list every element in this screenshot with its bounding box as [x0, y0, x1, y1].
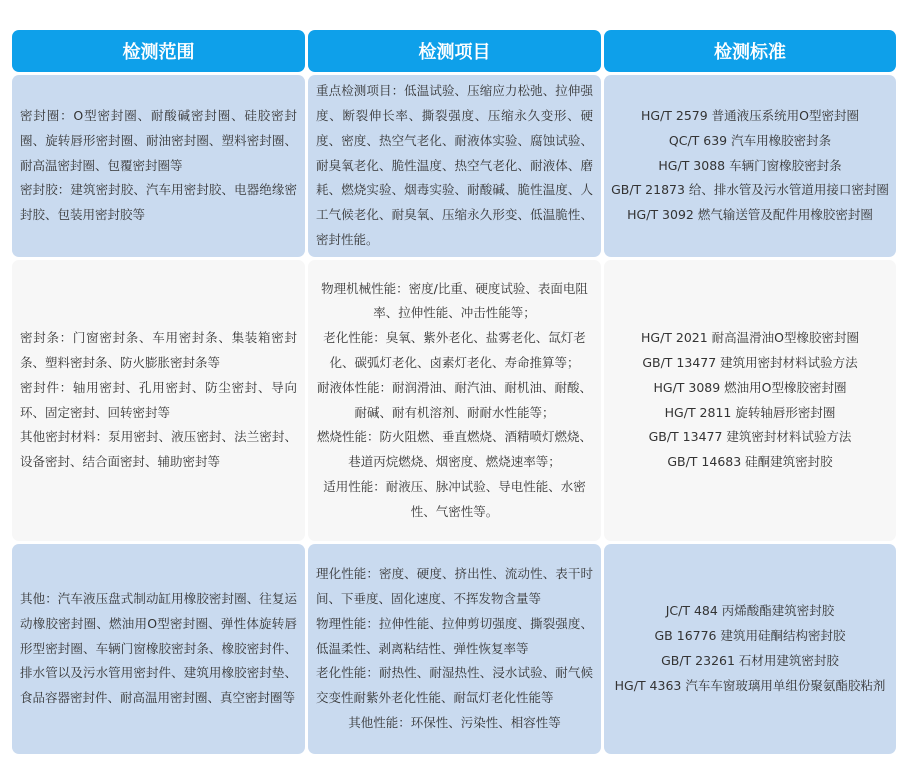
- standard-item: GB/T 23261 石材用建筑密封胶: [661, 653, 839, 668]
- row-2-scope-line: 密封件：轴用密封、孔用密封、防尘密封、导向环、固定密封、回转密封等: [20, 379, 297, 420]
- standard-item: HG/T 4363 汽车车窗玻璃用单组份聚氨酯胶粘剂: [614, 677, 886, 693]
- row-2-items-line: 耐液体性能：耐润滑油、耐汽油、耐机油、耐酸、耐碱、耐有机溶剂、耐耐水性能等；: [316, 379, 592, 420]
- row-2-items-line: 物理机械性能：密度/比重、硬度试验、表面电阻率、拉伸性能、冲击性能等；: [321, 280, 588, 321]
- header-standards: 检测标准: [604, 30, 896, 72]
- row-2-scope-line: 其他密封材料：泵用密封、液压密封、法兰密封、设备密封、结合面密封、辅助密封等: [20, 429, 297, 470]
- standard-item: GB/T 14683 硅酮建筑密封胶: [667, 454, 833, 470]
- standard-item: HG/T 3088 车辆门窗橡胶密封条: [658, 157, 842, 173]
- row-1-items-line: 重点检测项目：低温试验、压缩应力松弛、拉伸强度、断裂伸长率、撕裂强度、压缩永久变形、硬度、密度、热空气老化、耐液体实验、腐蚀试验、耐臭氧老化、脆性温度、热空气老化、耐液体、磨耗、燃烧实验、烟毒实验、耐酸碱、脆性温度、人工气候老化、耐臭氧、压缩永久形变、低温脆性、密封性能。: [316, 83, 593, 247]
- row-2-scope-line: 密封条：门窗密封条、车用密封条、集装箱密封条、塑料密封条、防火膨胀密封条等: [20, 330, 297, 370]
- row-3-items-line: 理化性能：密度、硬度、挤出性、流动性、表干时间、下垂度、固化速度、不挥发物含量等: [316, 566, 593, 606]
- row-3-items-line: 其他性能：环保性、污染性、相容性等: [348, 714, 561, 730]
- standard-item: GB/T 13477 建筑密封材料试验方法: [648, 429, 852, 445]
- row-3-scope-line: 其他：汽车液压盘式制动缸用橡胶密封圈、往复运动橡胶密封圈、燃油用O型密封圈、弹性体旋转唇形型密封圈、车辆门窗橡胶密封条、橡胶密封件、排水管以及污水管用密封件、建筑用橡胶密封垫、食品容器密封件、耐高温用密封圈、真空密封圈等: [20, 591, 297, 706]
- row-2-scope: [12, 260, 305, 541]
- row-2-items-line: 老化性能：臭氧、紫外老化、盐雾老化、氙灯老化、碳弧灯老化、卤素灯老化、寿命推算等；: [323, 330, 586, 370]
- header-items: 检测项目: [308, 30, 601, 72]
- row-1-scope: [12, 75, 305, 257]
- row-3-items: [308, 544, 601, 754]
- header-scope: 检测范围: [12, 30, 305, 72]
- row-3-items-line: 老化性能：耐热性、耐湿热性、浸水试验、耐气候交变性耐紫外老化性能、耐氙灯老化性能等: [316, 665, 593, 706]
- row-1-scope-line: 密封圈：O型密封圈、耐酸碱密封圈、硅胶密封圈、旋转唇形密封圈、耐油密封圈、塑料密封圈、耐高温密封圈、包覆密封圈等: [20, 108, 297, 173]
- standard-item: GB/T 21873 给、排水管及污水管道用接口密封圈: [611, 182, 889, 198]
- standard-item: HG/T 2811 旋转轴唇形密封圈: [664, 404, 836, 420]
- row-3-scope: [12, 544, 305, 754]
- row-2-items: [308, 260, 601, 541]
- row-3-standards: [604, 544, 896, 754]
- standard-item: GB 16776 建筑用硅酮结构密封胶: [654, 628, 846, 644]
- row-3-items-line: 物理性能：拉伸性能、拉伸剪切强度、撕裂强度、低温柔性、剥离粘结性、弹性恢复率等: [316, 615, 593, 656]
- standard-item: HG/T 2021 耐高温滑油O型橡胶密封圈: [640, 330, 860, 346]
- standard-item: HG/T 2579 普通液压系统用O型密封圈: [640, 108, 860, 123]
- standard-item: QC/T 639 汽车用橡胶密封条: [668, 132, 832, 148]
- standard-item: HG/T 3092 燃气输送管及配件用橡胶密封圈: [627, 207, 873, 223]
- standard-item: JC/T 484 丙烯酸酯建筑密封胶: [665, 603, 835, 619]
- row-2-items-line: 适用性能：耐液压、脉冲试验、导电性能、水密性、气密性等。: [323, 478, 586, 519]
- row-1-items: [308, 75, 601, 257]
- standard-item: HG/T 3089 燃油用O型橡胶密封圈: [653, 379, 847, 395]
- standard-item: GB/T 13477 建筑用密封材料试验方法: [642, 354, 858, 370]
- row-2-items-line: 燃烧性能：防火阻燃、垂直燃烧、酒精喷灯燃烧、巷道丙烷燃烧、烟密度、燃烧速率等；: [316, 429, 592, 470]
- row-1-scope-line: 密封胶：建筑密封胶、汽车用密封胶、电器绝缘密封胶、包装用密封胶等: [20, 182, 297, 223]
- testing-table: [12, 30, 896, 754]
- row-1-standards: [604, 75, 896, 257]
- row-2-standards: [604, 260, 896, 541]
